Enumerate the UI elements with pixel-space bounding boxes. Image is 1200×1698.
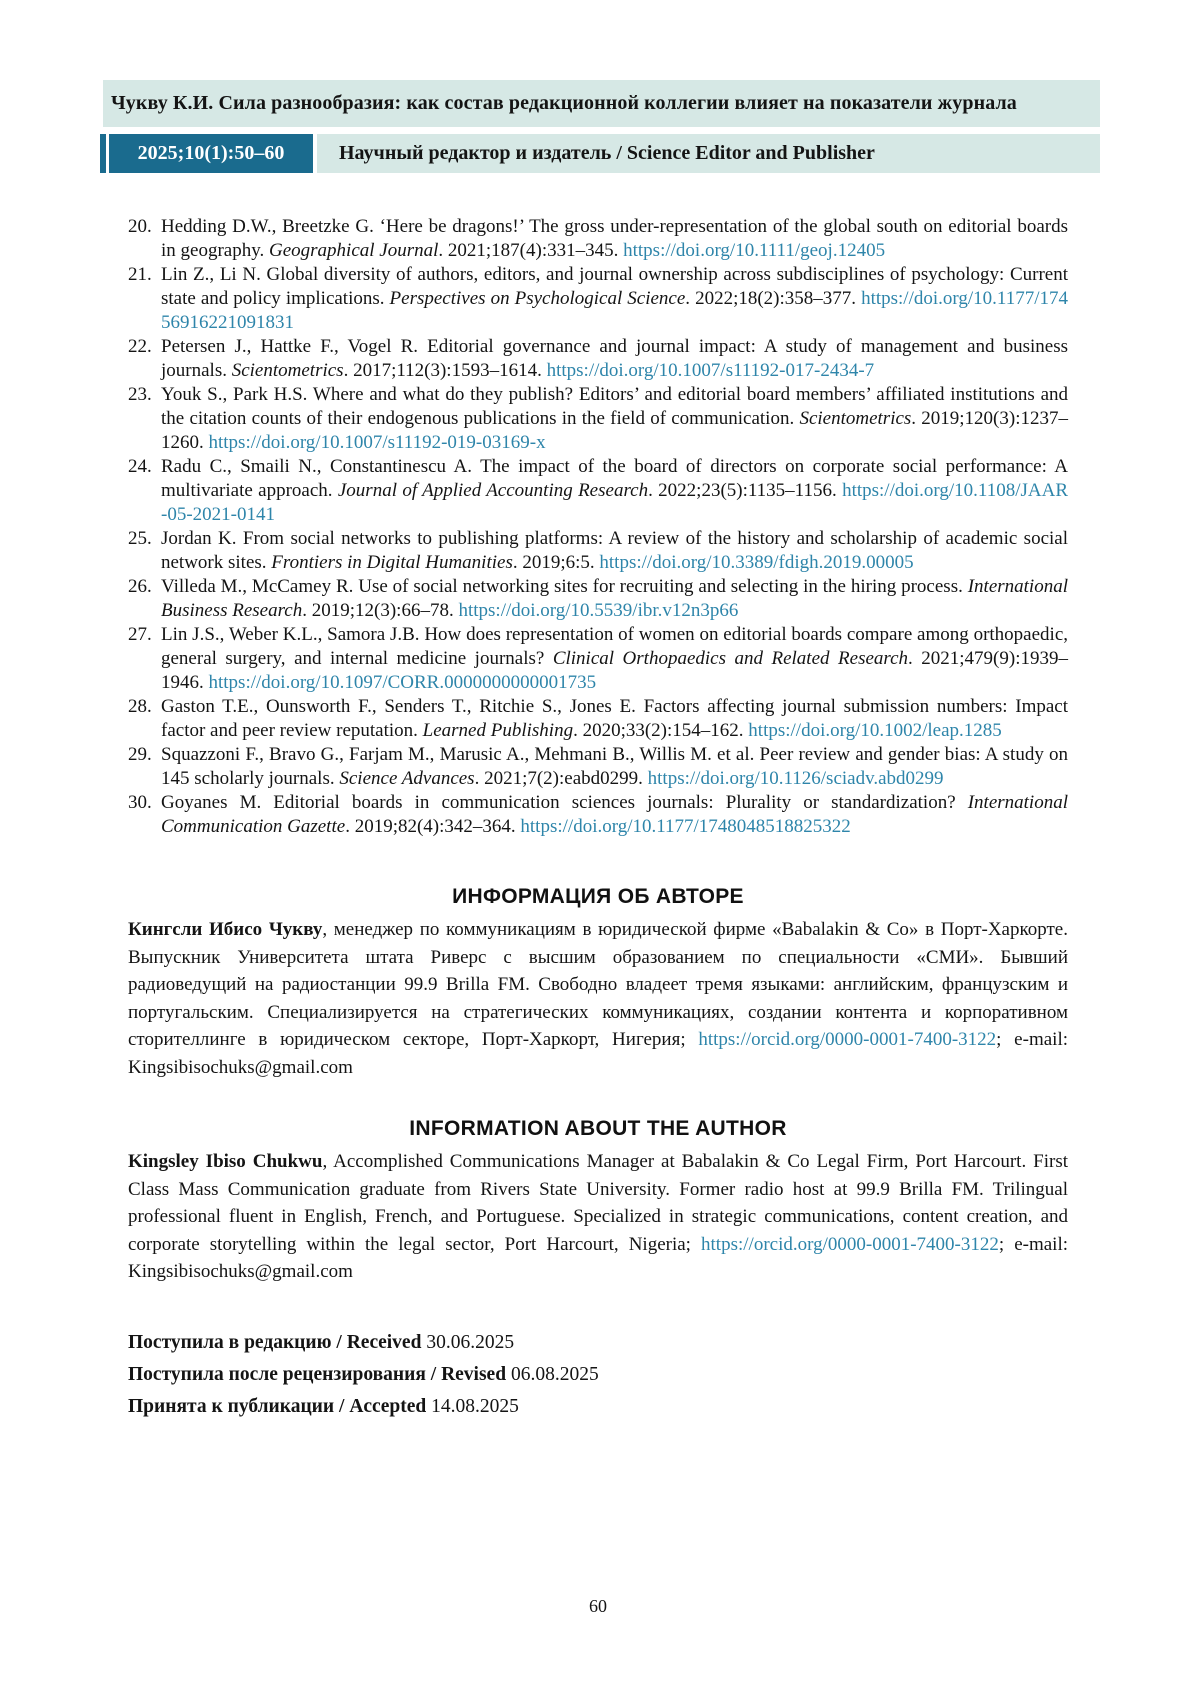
journal-title: Научный редактор и издатель / Science Editor and Publisher [317, 134, 1100, 173]
reference-item [128, 215, 1068, 263]
text-segment: . 2021;479(9):1939–1946. [161, 648, 1068, 693]
doi-link[interactable]: https://doi.org/10.1177/17456916221091831 [161, 288, 1068, 333]
text-segment: . 2022;23(5):1135–1156. [648, 480, 843, 501]
journal-name: Scientometrics [799, 408, 912, 429]
date-row [128, 1364, 1068, 1385]
text-segment: ; e-mail: Kingsibisochuks@gmail.com [128, 1233, 1069, 1282]
journal-band [100, 134, 1100, 173]
date-value: 30.06.2025 [426, 1331, 515, 1353]
text-segment: Gaston T.E., Ounsworth F., Senders T., Ritchie S., Jones E. Factors affecting journal submission numbers: Impact factor and peer review reputation. [161, 696, 1068, 741]
text-segment: . 2020;33(2):154–162. [573, 720, 749, 741]
references-list [128, 215, 1068, 839]
reference-item [128, 743, 1068, 791]
text-segment: Squazzoni F., Bravo G., Farjam M., Marusic A., Mehmani B., Willis M. et al. Peer review and gender bias: A study on 145 scholarly journals. [161, 744, 1068, 789]
doi-link[interactable]: https://doi.org/10.1111/geoj.12405 [623, 240, 886, 261]
doi-link[interactable]: https://doi.org/10.1126/sciadv.abd0299 [647, 768, 944, 789]
reference-item [128, 527, 1068, 575]
reference-number: 26. [128, 576, 152, 597]
date-value: 14.08.2025 [431, 1395, 519, 1417]
journal-name: Learned Publishing [422, 720, 574, 741]
running-head-band [103, 80, 1100, 127]
journal-name: Science Advances [339, 768, 475, 789]
journal-name: International Communication Gazette [161, 792, 1068, 837]
reference-number: 29. [128, 744, 152, 765]
text-segment: . 2022;18(2):358–377. [685, 288, 862, 309]
date-label: Принята к публикации / Accepted [128, 1395, 432, 1417]
reference-number: 22. [128, 336, 152, 357]
text-segment: . 2019;6:5. [512, 552, 600, 573]
author-name: Кингсли Ибисо Чукву [128, 919, 323, 940]
doi-link[interactable]: https://doi.org/10.3389/fdigh.2019.00005 [599, 552, 914, 573]
text-segment: . 2021;187(4):331–345. [438, 240, 624, 261]
reference-item [128, 335, 1068, 383]
journal-name: International Business Research [161, 576, 1068, 621]
running-head-text: Чукву К.И. Сила разнообразия: как состав редакционной коллегии влияет на показатели журнала [111, 92, 1017, 114]
author-bio-en [128, 1148, 1068, 1286]
accent-stripe [100, 134, 106, 173]
journal-name: Geographical Journal [269, 240, 439, 261]
doi-link[interactable]: https://doi.org/10.1007/s11192-017-2434-7 [546, 360, 875, 381]
text-segment: Hedding D.W., Breetzke G. ‘Here be dragons!’ The gross under-representation of the global south on editorial boards in geography. [161, 216, 1068, 261]
text-segment: Villeda M., McCamey R. Use of social networking sites for recruiting and selecting in the hiring process. [161, 576, 968, 597]
date-label: Поступила в редакцию / Received [128, 1331, 427, 1353]
journal-name: Scientometrics [231, 360, 344, 381]
date-row [128, 1332, 1068, 1353]
date-label: Поступила после рецензирования / Revised [128, 1363, 511, 1385]
text-segment: . 2021;7(2):eabd0299. [474, 768, 648, 789]
page-number: 60 [589, 1596, 607, 1616]
author-info-heading-en: INFORMATION ABOUT THE AUTHOR [409, 1117, 787, 1140]
reference-item [128, 791, 1068, 839]
reference-number: 30. [128, 792, 152, 813]
text-segment: Jordan K. From social networks to publishing platforms: A review of the history and scholarship of academic social network sites. [161, 528, 1068, 573]
reference-number: 21. [128, 264, 152, 285]
orcid-link[interactable]: https://orcid.org/0000-0001-7400-3122 [698, 1029, 997, 1050]
journal-name: Perspectives on Psychological Science [389, 288, 686, 309]
citation-box [109, 134, 313, 173]
author-bio-ru [128, 916, 1068, 1081]
text-segment: . 2017;112(3):1593–1614. [343, 360, 547, 381]
text-segment: . 2019;82(4):342–364. [345, 816, 521, 837]
text-segment: Youk S., Park H.S. Where and what do they publish? Editors’ and editorial board members’ affiliated institutions and the citation counts of their endogenous publications in the field of communication. [161, 384, 1068, 429]
author-name: Kingsley Ibiso Chukwu [128, 1151, 323, 1172]
text-segment: Radu C., Smaili N., Constantinescu A. The impact of the board of directors on corporate social performance: A multivariate approach. [161, 456, 1068, 501]
doi-link[interactable]: https://doi.org/10.1097/CORR.0000000000001735 [208, 672, 597, 693]
text-segment: . 2019;120(3):1237–1260. [161, 408, 1068, 453]
doi-link[interactable]: https://doi.org/10.1177/1748048518825322 [520, 816, 851, 837]
reference-number: 25. [128, 528, 152, 549]
reference-item [128, 695, 1068, 743]
reference-item [128, 575, 1068, 623]
orcid-link[interactable]: https://orcid.org/0000-0001-7400-3122 [701, 1233, 999, 1255]
reference-number: 20. [128, 216, 152, 237]
text-segment: Lin J.S., Weber K.L., Samora J.B. How does representation of women on editorial boards compare among orthopaedic, general surgery, and internal medicine journals? [161, 624, 1068, 669]
author-info-heading-ru: ИНФОРМАЦИЯ ОБ АВТОРЕ [452, 885, 744, 908]
article-body [128, 215, 1068, 1428]
journal-name: Frontiers in Digital Humanities [271, 552, 513, 573]
text-segment: . 2019;12(3):66–78. [302, 600, 459, 621]
reference-number: 23. [128, 384, 152, 405]
reference-item [128, 383, 1068, 455]
reference-number: 27. [128, 624, 152, 645]
text-segment: , Accomplished Communications Manager at Babalakin & Co Legal Firm, Port Harcourt. First Class Mass Communication graduate from Rivers State University. Former radio host at 99.9 Brilla FM. Trilingual professional fluent in English, French, and Portuguese. Specialized in strategic communications, content creation, and corporate storytelling within the legal sector, Port Harcourt, Nigeria; [128, 1151, 1068, 1255]
reference-item [128, 263, 1068, 335]
reference-item [128, 623, 1068, 695]
doi-link[interactable]: https://doi.org/10.5539/ibr.v12n3p66 [458, 600, 739, 621]
journal-name: Journal of Applied Accounting Research [337, 480, 649, 501]
text-segment: Lin Z., Li N. Global diversity of authors, editors, and journal ownership across subdisciplines of psychology: Current state and policy implications. [161, 264, 1068, 309]
doi-link[interactable]: https://doi.org/10.1108/JAAR-05-2021-0141 [161, 480, 1068, 525]
date-value: 06.08.2025 [510, 1363, 599, 1385]
reference-number: 28. [128, 696, 152, 717]
doi-link[interactable]: https://doi.org/10.1007/s11192-019-03169-x [208, 432, 546, 453]
citation-text: 2025;10(1):50–60 [137, 142, 285, 164]
text-segment: , менеджер по коммуникациям в юридической фирме «Babalakin & Co» в Порт-Харкорте. Выпускник Университета штата Риверс с высшим образованием по специальности «СМИ». Бывший радиоведущий на радиостанции 99.9 Brilla FM. Свободно владеет тремя языками: английским, французским и португальским. Специализируется на стратегических коммуникациях, создании контента и корпоративном сторителлинге в юридическом секторе, Порт-Харкорт, Нигерия; [128, 919, 1068, 1050]
date-row [128, 1396, 1068, 1417]
reference-number: 24. [128, 456, 152, 477]
journal-name: Clinical Orthopaedics and Related Research [552, 648, 909, 669]
reference-item [128, 455, 1068, 527]
article-dates [128, 1332, 1068, 1417]
text-segment: ; e-mail: Kingsibisochuks@gmail.com [128, 1029, 1068, 1078]
doi-link[interactable]: https://doi.org/10.1002/leap.1285 [748, 720, 1002, 741]
text-segment: Petersen J., Hattke F., Vogel R. Editorial governance and journal impact: A study of management and business journals. [161, 336, 1068, 381]
text-segment: Goyanes M. Editorial boards in communication sciences journals: Plurality or standardization? [161, 792, 968, 813]
